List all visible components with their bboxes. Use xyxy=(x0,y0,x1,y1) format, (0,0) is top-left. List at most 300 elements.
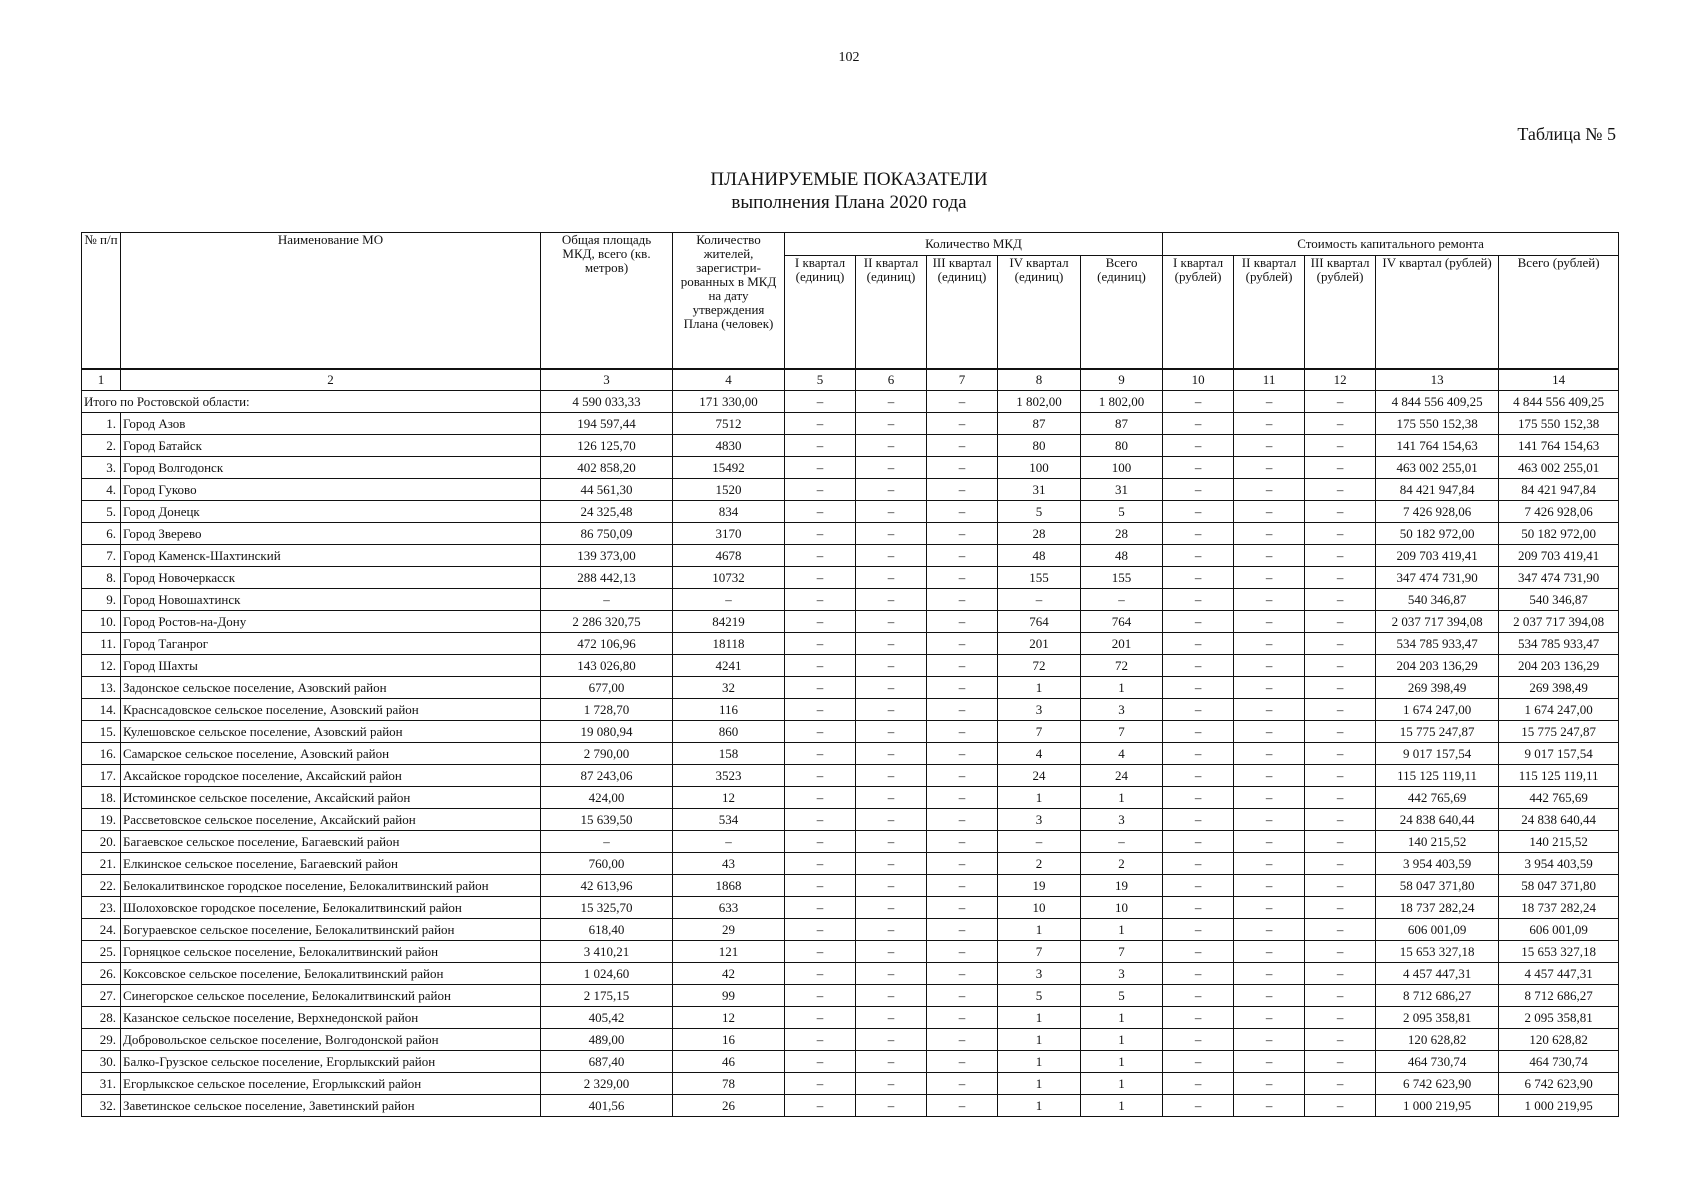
mkd-q4-cell: 3 xyxy=(998,809,1081,831)
area-cell: 402 858,20 xyxy=(541,457,673,479)
mkd-q1-cell: – xyxy=(785,523,856,545)
mkd-total-cell: 48 xyxy=(1081,545,1163,567)
cost-total-cell: 7 426 928,06 xyxy=(1499,501,1619,523)
cost-q4-cell: 50 182 972,00 xyxy=(1376,523,1499,545)
column-number: 11 xyxy=(1234,369,1305,391)
table-row xyxy=(82,985,1619,1007)
cost-q1-cell: – xyxy=(1163,677,1234,699)
mkd-q2-cell: – xyxy=(856,589,927,611)
residents-cell: 16 xyxy=(673,1029,785,1051)
mo-name-cell: Заветинское сельское поселение, Заветинский район xyxy=(121,1095,541,1117)
cost-q2-cell: – xyxy=(1234,699,1305,721)
mkd-q1-cell: – xyxy=(785,479,856,501)
cost-q2-cell: – xyxy=(1234,831,1305,853)
mkd-q3-cell: – xyxy=(927,1073,998,1095)
cost-q2-cell: – xyxy=(1234,567,1305,589)
area-cell: 86 750,09 xyxy=(541,523,673,545)
residents-cell: 3523 xyxy=(673,765,785,787)
mkd-q2-cell: – xyxy=(856,875,927,897)
mkd-q3-cell: – xyxy=(927,479,998,501)
cost-q3-cell: – xyxy=(1305,721,1376,743)
cost-q3-cell: – xyxy=(1305,479,1376,501)
cost-q4-cell: 4 457 447,31 xyxy=(1376,963,1499,985)
cost-q3-cell: – xyxy=(1305,765,1376,787)
residents-cell: 78 xyxy=(673,1073,785,1095)
cost-q4-cell: 534 785 933,47 xyxy=(1376,633,1499,655)
cost-q2-cell: – xyxy=(1234,1095,1305,1117)
mkd-total-cell: 5 xyxy=(1081,501,1163,523)
mkd-q1-cell: – xyxy=(785,435,856,457)
cost-q4-cell: 606 001,09 xyxy=(1376,919,1499,941)
mkd-q1-cell: – xyxy=(785,787,856,809)
cost-q2-cell: – xyxy=(1234,919,1305,941)
cost-q2-cell: – xyxy=(1234,545,1305,567)
mkd-total-cell: 3 xyxy=(1081,699,1163,721)
cost-q4-cell: 15 653 327,18 xyxy=(1376,941,1499,963)
area-cell: 288 442,13 xyxy=(541,567,673,589)
cost-q2-cell: – xyxy=(1234,787,1305,809)
row-number-cell: 16. xyxy=(82,743,121,765)
cost-q3-cell: – xyxy=(1305,787,1376,809)
row-number-cell: 17. xyxy=(82,765,121,787)
mkd-q3-cell: – xyxy=(927,523,998,545)
document-title xyxy=(0,168,1698,214)
mkd-q3-cell: – xyxy=(927,611,998,633)
mkd-q3-cell: – xyxy=(927,457,998,479)
mkd-q4-cell: 1 xyxy=(998,1007,1081,1029)
mkd-q1-cell: – xyxy=(785,853,856,875)
row-number-cell: 13. xyxy=(82,677,121,699)
residents-cell: 4830 xyxy=(673,435,785,457)
mkd-total-cell: 1 xyxy=(1081,1051,1163,1073)
mkd-q4-cell: 72 xyxy=(998,655,1081,677)
mkd-q4-cell: 48 xyxy=(998,545,1081,567)
mkd-q4-cell: 10 xyxy=(998,897,1081,919)
column-number: 14 xyxy=(1499,369,1619,391)
row-number-cell: 14. xyxy=(82,699,121,721)
row-number-cell: 3. xyxy=(82,457,121,479)
row-number-cell: 22. xyxy=(82,875,121,897)
mkd-q2-cell: – xyxy=(856,633,927,655)
mo-name-cell: Город Шахты xyxy=(121,655,541,677)
cost-q2-cell: – xyxy=(1234,743,1305,765)
cost-q1-cell: – xyxy=(1163,919,1234,941)
cost-q3-cell: – xyxy=(1305,545,1376,567)
cost-q2-cell: – xyxy=(1234,809,1305,831)
mkd-q2-cell: – xyxy=(856,809,927,831)
mo-name-cell: Белокалитвинское городское поселение, Белокалитвинский район xyxy=(121,875,541,897)
table-row xyxy=(82,743,1619,765)
cost-total-cell: 204 203 136,29 xyxy=(1499,655,1619,677)
column-number: 6 xyxy=(856,369,927,391)
cost-q1-cell: – xyxy=(1163,567,1234,589)
cost-total-cell: 84 421 947,84 xyxy=(1499,479,1619,501)
residents-cell: 4678 xyxy=(673,545,785,567)
cost-q4-cell: 84 421 947,84 xyxy=(1376,479,1499,501)
mkd-q3-cell: – xyxy=(927,919,998,941)
cost-q2-cell: – xyxy=(1234,985,1305,1007)
area-cell: 424,00 xyxy=(541,787,673,809)
mo-name-cell: Задонское сельское поселение, Азовский район xyxy=(121,677,541,699)
mkd-q3-cell: – xyxy=(927,545,998,567)
table-row xyxy=(82,897,1619,919)
area-cell: 760,00 xyxy=(541,853,673,875)
total-label: Итого по Ростовской области: xyxy=(82,391,541,413)
area-cell: 1 024,60 xyxy=(541,963,673,985)
mo-name-cell: Добровольское сельское поселение, Волгодонской район xyxy=(121,1029,541,1051)
mkd-total-cell: 1 xyxy=(1081,787,1163,809)
mkd-total-cell: 1 xyxy=(1081,1029,1163,1051)
mkd-q1-cell: – xyxy=(785,545,856,567)
cost-q4-cell: 204 203 136,29 xyxy=(1376,655,1499,677)
mo-name-cell: Город Таганрог xyxy=(121,633,541,655)
row-number-cell: 7. xyxy=(82,545,121,567)
mkd-q1-cell: – xyxy=(785,501,856,523)
mkd-total-cell: – xyxy=(1081,589,1163,611)
area-cell: 677,00 xyxy=(541,677,673,699)
header-cost-q1: I квартал (рублей) xyxy=(1163,256,1234,370)
mo-name-cell: Балко-Грузское сельское поселение, Егорлыкский район xyxy=(121,1051,541,1073)
cost-total-cell: 1 000 219,95 xyxy=(1499,1095,1619,1117)
cost-q4-cell: 1 674 247,00 xyxy=(1376,699,1499,721)
cost-total-cell: 50 182 972,00 xyxy=(1499,523,1619,545)
mkd-q4-cell: 7 xyxy=(998,941,1081,963)
residents-cell: 834 xyxy=(673,501,785,523)
column-number: 5 xyxy=(785,369,856,391)
cost-q3-cell: – xyxy=(1305,457,1376,479)
cost-q1-cell: – xyxy=(1163,413,1234,435)
mkd-q3-cell: – xyxy=(927,765,998,787)
residents-cell: 12 xyxy=(673,1007,785,1029)
cost-q1-cell: – xyxy=(1163,589,1234,611)
mkd-q3-cell: – xyxy=(927,1007,998,1029)
cost-q3-cell: – xyxy=(1305,1029,1376,1051)
mkd-q1-cell: – xyxy=(785,721,856,743)
mkd-q2-cell: – xyxy=(856,435,927,457)
residents-cell: 121 xyxy=(673,941,785,963)
residents-cell: 534 xyxy=(673,809,785,831)
cost-q3-cell: – xyxy=(1305,567,1376,589)
table-row xyxy=(82,677,1619,699)
residents-cell: 43 xyxy=(673,853,785,875)
indicators-table xyxy=(81,232,1619,1117)
mkd-q3-cell: – xyxy=(927,963,998,985)
header-num: № п/п xyxy=(82,233,121,370)
mkd-q3-cell: – xyxy=(927,897,998,919)
row-number-cell: 2. xyxy=(82,435,121,457)
cost-q1-cell: – xyxy=(1163,1029,1234,1051)
cost-q2-cell: – xyxy=(1234,721,1305,743)
cost-q3-cell: – xyxy=(1305,919,1376,941)
cost-total-cell: 18 737 282,24 xyxy=(1499,897,1619,919)
column-number: 12 xyxy=(1305,369,1376,391)
mkd-q4-cell: 31 xyxy=(998,479,1081,501)
mkd-q4-cell: 764 xyxy=(998,611,1081,633)
mkd-q4-cell: 80 xyxy=(998,435,1081,457)
cost-q2-cell: – xyxy=(1234,633,1305,655)
table-label: Таблица № 5 xyxy=(1517,124,1616,144)
cost-total-cell: 540 346,87 xyxy=(1499,589,1619,611)
mkd-q4-cell: – xyxy=(998,589,1081,611)
mo-name-cell: Самарское сельское поселение, Азовский район xyxy=(121,743,541,765)
page-number: 102 xyxy=(838,50,860,65)
row-number-cell: 29. xyxy=(82,1029,121,1051)
area-cell: 472 106,96 xyxy=(541,633,673,655)
cost-total-cell: 8 712 686,27 xyxy=(1499,985,1619,1007)
column-number: 8 xyxy=(998,369,1081,391)
cost-q4-cell: 2 095 358,81 xyxy=(1376,1007,1499,1029)
header-cost-q4: IV квартал (рублей) xyxy=(1376,256,1499,370)
cost-q1-cell: – xyxy=(1163,765,1234,787)
header-mkd-q3: III квартал (единиц) xyxy=(927,256,998,370)
cost-q3-cell: – xyxy=(1305,831,1376,853)
mo-name-cell: Елкинское сельское поселение, Багаевский район xyxy=(121,853,541,875)
cost-q1-cell: – xyxy=(1163,611,1234,633)
mo-name-cell: Коксовское сельское поселение, Белокалитвинский район xyxy=(121,963,541,985)
table-row xyxy=(82,545,1619,567)
mkd-q2-cell: – xyxy=(856,853,927,875)
mkd-q2-cell: – xyxy=(856,413,927,435)
mkd-total-cell: 3 xyxy=(1081,963,1163,985)
residents-cell: 26 xyxy=(673,1095,785,1117)
cost-total-cell: 120 628,82 xyxy=(1499,1029,1619,1051)
total-cost-q2: – xyxy=(1234,391,1305,413)
mkd-q2-cell: – xyxy=(856,501,927,523)
mkd-total-cell: 7 xyxy=(1081,721,1163,743)
mkd-q3-cell: – xyxy=(927,677,998,699)
table-row xyxy=(82,611,1619,633)
header-cost-q2: II квартал (рублей) xyxy=(1234,256,1305,370)
mkd-q3-cell: – xyxy=(927,941,998,963)
mkd-q2-cell: – xyxy=(856,941,927,963)
mkd-q1-cell: – xyxy=(785,743,856,765)
residents-cell: – xyxy=(673,831,785,853)
mkd-q2-cell: – xyxy=(856,787,927,809)
table-row xyxy=(82,963,1619,985)
mkd-q2-cell: – xyxy=(856,523,927,545)
cost-q3-cell: – xyxy=(1305,435,1376,457)
row-number-cell: 10. xyxy=(82,611,121,633)
mkd-q2-cell: – xyxy=(856,831,927,853)
cost-q3-cell: – xyxy=(1305,501,1376,523)
table-row xyxy=(82,1073,1619,1095)
mkd-total-cell: 28 xyxy=(1081,523,1163,545)
cost-total-cell: 175 550 152,38 xyxy=(1499,413,1619,435)
header-cost-q3: III квартал (рублей) xyxy=(1305,256,1376,370)
cost-total-cell: 140 215,52 xyxy=(1499,831,1619,853)
cost-q3-cell: – xyxy=(1305,677,1376,699)
mo-name-cell: Егорлыкское сельское поселение, Егорлыкский район xyxy=(121,1073,541,1095)
residents-cell: 116 xyxy=(673,699,785,721)
cost-q3-cell: – xyxy=(1305,589,1376,611)
cost-q4-cell: 15 775 247,87 xyxy=(1376,721,1499,743)
cost-q2-cell: – xyxy=(1234,853,1305,875)
column-number: 10 xyxy=(1163,369,1234,391)
cost-q4-cell: 347 474 731,90 xyxy=(1376,567,1499,589)
residents-cell: 84219 xyxy=(673,611,785,633)
area-cell: 87 243,06 xyxy=(541,765,673,787)
cost-q2-cell: – xyxy=(1234,457,1305,479)
row-number-cell: 31. xyxy=(82,1073,121,1095)
residents-cell: 3170 xyxy=(673,523,785,545)
mkd-q2-cell: – xyxy=(856,1051,927,1073)
total-mkd-q4: 1 802,00 xyxy=(998,391,1081,413)
cost-q2-cell: – xyxy=(1234,897,1305,919)
area-cell: 401,56 xyxy=(541,1095,673,1117)
row-number-cell: 24. xyxy=(82,919,121,941)
mkd-q4-cell: 5 xyxy=(998,501,1081,523)
mkd-q2-cell: – xyxy=(856,479,927,501)
cost-q4-cell: 115 125 119,11 xyxy=(1376,765,1499,787)
cost-total-cell: 442 765,69 xyxy=(1499,787,1619,809)
cost-q1-cell: – xyxy=(1163,1007,1234,1029)
residents-cell: 4241 xyxy=(673,655,785,677)
mkd-total-cell: 1 xyxy=(1081,1007,1163,1029)
mkd-q1-cell: – xyxy=(785,985,856,1007)
mkd-q3-cell: – xyxy=(927,809,998,831)
cost-q1-cell: – xyxy=(1163,963,1234,985)
cost-q3-cell: – xyxy=(1305,1051,1376,1073)
mo-name-cell: Истоминское сельское поселение, Аксайский район xyxy=(121,787,541,809)
mkd-total-cell: 80 xyxy=(1081,435,1163,457)
area-cell: 489,00 xyxy=(541,1029,673,1051)
mkd-q1-cell: – xyxy=(785,809,856,831)
mkd-q3-cell: – xyxy=(927,853,998,875)
table-row xyxy=(82,479,1619,501)
cost-q4-cell: 1 000 219,95 xyxy=(1376,1095,1499,1117)
row-number-cell: 19. xyxy=(82,809,121,831)
cost-q4-cell: 540 346,87 xyxy=(1376,589,1499,611)
cost-q1-cell: – xyxy=(1163,545,1234,567)
mo-name-cell: Багаевское сельское поселение, Багаевский район xyxy=(121,831,541,853)
row-number-cell: 12. xyxy=(82,655,121,677)
row-number-cell: 1. xyxy=(82,413,121,435)
table-row xyxy=(82,699,1619,721)
cost-q4-cell: 58 047 371,80 xyxy=(1376,875,1499,897)
mo-name-cell: Город Азов xyxy=(121,413,541,435)
area-cell: 19 080,94 xyxy=(541,721,673,743)
cost-q1-cell: – xyxy=(1163,875,1234,897)
mkd-q2-cell: – xyxy=(856,677,927,699)
mkd-q1-cell: – xyxy=(785,875,856,897)
cost-q2-cell: – xyxy=(1234,435,1305,457)
mkd-total-cell: 3 xyxy=(1081,809,1163,831)
mkd-q4-cell: 1 xyxy=(998,1051,1081,1073)
cost-total-cell: 347 474 731,90 xyxy=(1499,567,1619,589)
mkd-total-cell: 1 xyxy=(1081,1073,1163,1095)
area-cell: 143 026,80 xyxy=(541,655,673,677)
cost-q1-cell: – xyxy=(1163,655,1234,677)
mkd-q2-cell: – xyxy=(856,457,927,479)
mkd-q3-cell: – xyxy=(927,435,998,457)
mkd-q1-cell: – xyxy=(785,1051,856,1073)
table-row xyxy=(82,633,1619,655)
mkd-q2-cell: – xyxy=(856,545,927,567)
cost-q4-cell: 120 628,82 xyxy=(1376,1029,1499,1051)
residents-cell: 46 xyxy=(673,1051,785,1073)
mkd-q1-cell: – xyxy=(785,1029,856,1051)
residents-cell: 12 xyxy=(673,787,785,809)
row-number-cell: 26. xyxy=(82,963,121,985)
header-mkd-q1: I квартал (единиц) xyxy=(785,256,856,370)
cost-q2-cell: – xyxy=(1234,963,1305,985)
area-cell: – xyxy=(541,831,673,853)
mo-name-cell: Рассветовское сельское поселение, Аксайский район xyxy=(121,809,541,831)
mkd-total-cell: 1 xyxy=(1081,919,1163,941)
cost-q1-cell: – xyxy=(1163,787,1234,809)
mkd-q3-cell: – xyxy=(927,743,998,765)
cost-q2-cell: – xyxy=(1234,523,1305,545)
mkd-q2-cell: – xyxy=(856,743,927,765)
mkd-q4-cell: 1 xyxy=(998,919,1081,941)
cost-q3-cell: – xyxy=(1305,699,1376,721)
mkd-q4-cell: 1 xyxy=(998,1029,1081,1051)
mkd-q2-cell: – xyxy=(856,1095,927,1117)
column-number: 2 xyxy=(121,369,541,391)
mkd-q3-cell: – xyxy=(927,501,998,523)
row-number-cell: 11. xyxy=(82,633,121,655)
table-row xyxy=(82,875,1619,897)
mkd-q4-cell: 3 xyxy=(998,963,1081,985)
mkd-q2-cell: – xyxy=(856,765,927,787)
header-area: Общая площадь МКД, всего (кв. метров) xyxy=(541,233,673,370)
mkd-q1-cell: – xyxy=(785,677,856,699)
table-row xyxy=(82,413,1619,435)
mkd-q1-cell: – xyxy=(785,611,856,633)
mkd-q4-cell: 3 xyxy=(998,699,1081,721)
cost-q1-cell: – xyxy=(1163,1073,1234,1095)
mkd-q1-cell: – xyxy=(785,567,856,589)
mkd-q1-cell: – xyxy=(785,831,856,853)
table-row xyxy=(82,1095,1619,1117)
mkd-q4-cell: 155 xyxy=(998,567,1081,589)
mkd-q4-cell: 201 xyxy=(998,633,1081,655)
total-area: 4 590 033,33 xyxy=(541,391,673,413)
cost-total-cell: 15 653 327,18 xyxy=(1499,941,1619,963)
mkd-q4-cell: 4 xyxy=(998,743,1081,765)
area-cell: 44 561,30 xyxy=(541,479,673,501)
table-row xyxy=(82,765,1619,787)
cost-total-cell: 209 703 419,41 xyxy=(1499,545,1619,567)
cost-total-cell: 141 764 154,63 xyxy=(1499,435,1619,457)
area-cell: 3 410,21 xyxy=(541,941,673,963)
mo-name-cell: Город Зверево xyxy=(121,523,541,545)
cost-q4-cell: 140 215,52 xyxy=(1376,831,1499,853)
cost-q3-cell: – xyxy=(1305,655,1376,677)
mkd-q2-cell: – xyxy=(856,611,927,633)
table-row xyxy=(82,435,1619,457)
column-number: 4 xyxy=(673,369,785,391)
cost-q4-cell: 2 037 717 394,08 xyxy=(1376,611,1499,633)
cost-q4-cell: 464 730,74 xyxy=(1376,1051,1499,1073)
cost-q2-cell: – xyxy=(1234,479,1305,501)
total-cost-q3: – xyxy=(1305,391,1376,413)
mkd-q2-cell: – xyxy=(856,699,927,721)
table-row xyxy=(82,1029,1619,1051)
total-cost-q1: – xyxy=(1163,391,1234,413)
mkd-q1-cell: – xyxy=(785,963,856,985)
cost-q1-cell: – xyxy=(1163,699,1234,721)
area-cell: 2 790,00 xyxy=(541,743,673,765)
cost-q2-cell: – xyxy=(1234,501,1305,523)
column-number: 9 xyxy=(1081,369,1163,391)
cost-q1-cell: – xyxy=(1163,941,1234,963)
cost-q2-cell: – xyxy=(1234,413,1305,435)
mkd-q1-cell: – xyxy=(785,413,856,435)
row-number-cell: 5. xyxy=(82,501,121,523)
mo-name-cell: Богураевское сельское поселение, Белокалитвинский район xyxy=(121,919,541,941)
cost-q4-cell: 175 550 152,38 xyxy=(1376,413,1499,435)
